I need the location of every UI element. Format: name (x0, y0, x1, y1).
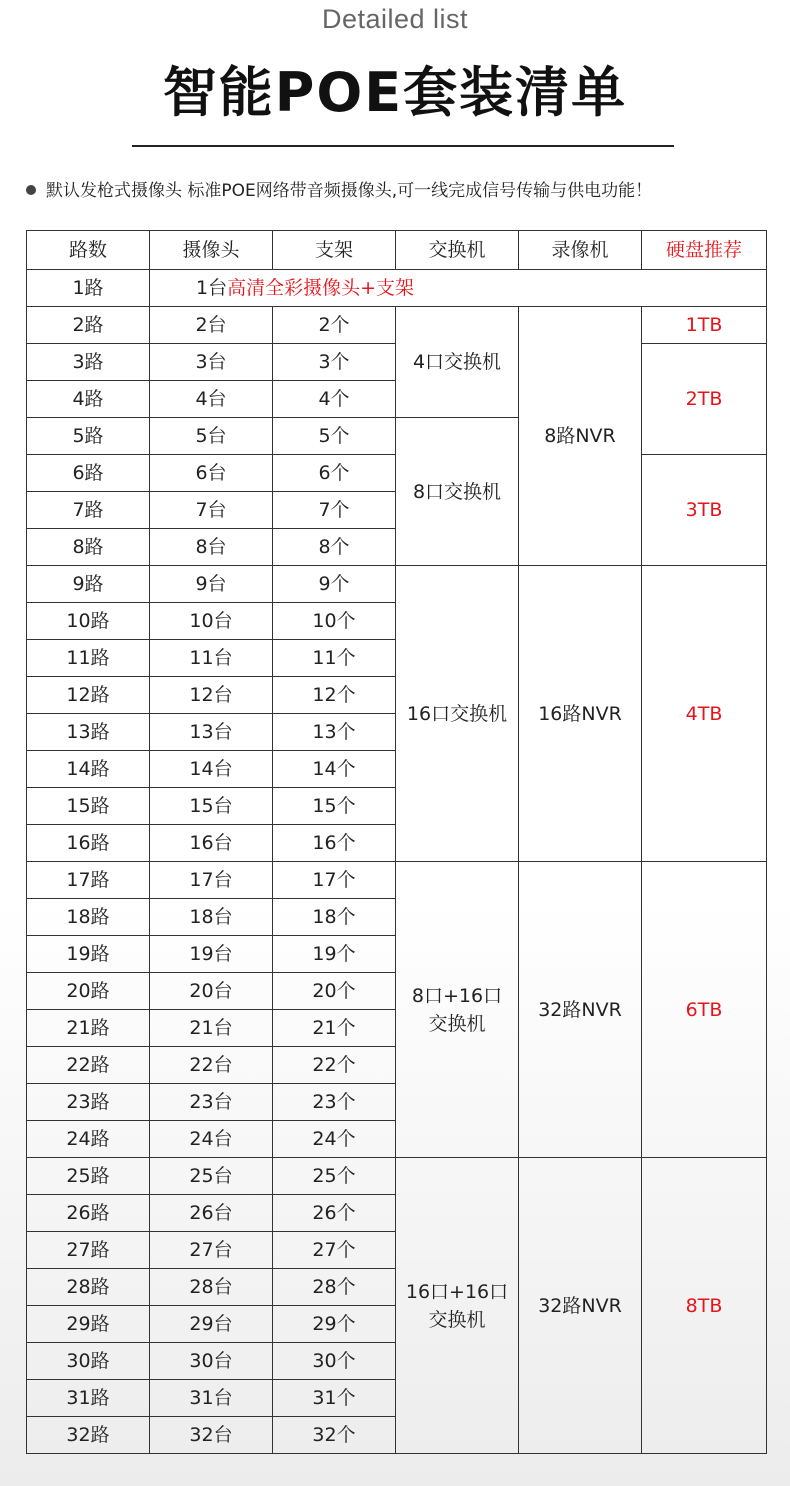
cameras-cell: 29台 (150, 1306, 273, 1343)
table-row (27, 566, 767, 603)
channels-cell: 1路 (27, 270, 150, 307)
brackets-cell: 28个 (273, 1269, 396, 1306)
package-table (26, 230, 767, 1454)
single-channel-highlight: 高清全彩摄像头+支架 (227, 277, 415, 299)
cameras-cell: 13台 (150, 714, 273, 751)
channels-cell: 25路 (27, 1158, 150, 1195)
page-title: 智能POE套装清单 (162, 61, 628, 124)
channels-cell: 22路 (27, 1047, 150, 1084)
switch-label-line2: 交换机 (428, 1308, 486, 1331)
brackets-cell: 32个 (273, 1417, 396, 1454)
brackets-cell: 24个 (273, 1121, 396, 1158)
cameras-cell: 4台 (150, 381, 273, 418)
cameras-cell: 20台 (150, 973, 273, 1010)
brackets-cell: 7个 (273, 492, 396, 529)
switch-label: 8口交换机 (412, 480, 502, 503)
cameras-cell: 18台 (150, 899, 273, 936)
channels-cell: 20路 (27, 973, 150, 1010)
channels-cell: 8路 (27, 529, 150, 566)
switch-cell (396, 307, 519, 418)
header-disk: 硬盘推荐 (642, 231, 767, 270)
cameras-cell: 5台 (150, 418, 273, 455)
cameras-cell: 17台 (150, 862, 273, 899)
subtitle: Detailed list (321, 4, 469, 34)
brackets-cell: 14个 (273, 751, 396, 788)
brackets-cell: 26个 (273, 1195, 396, 1232)
switch-label: 16口交换机 (406, 702, 508, 725)
table-row (27, 1158, 767, 1195)
cameras-cell: 28台 (150, 1269, 273, 1306)
disk-cell: 2TB (642, 344, 767, 455)
cameras-cell: 11台 (150, 640, 273, 677)
header-brackets: 支架 (273, 231, 396, 270)
brackets-cell: 30个 (273, 1343, 396, 1380)
cameras-cell: 25台 (150, 1158, 273, 1195)
header-channels: 路数 (27, 231, 150, 270)
brackets-cell: 18个 (273, 899, 396, 936)
switch-cell (396, 566, 519, 862)
recorder-cell: 32路NVR (519, 862, 642, 1158)
brackets-cell: 9个 (273, 566, 396, 603)
switch-cell (396, 1158, 519, 1454)
brackets-cell: 6个 (273, 455, 396, 492)
channels-cell: 27路 (27, 1232, 150, 1269)
brackets-cell: 2个 (273, 307, 396, 344)
channels-cell: 9路 (27, 566, 150, 603)
header-cameras: 摄像头 (150, 231, 273, 270)
intro-note-text: 默认发枪式摄像头 标准POE网络带音频摄像头,可一线完成信号传输与供电功能！ (46, 181, 653, 201)
brackets-cell: 20个 (273, 973, 396, 1010)
brackets-cell: 5个 (273, 418, 396, 455)
cameras-cell: 15台 (150, 788, 273, 825)
bullet-icon (26, 185, 36, 195)
single-channel-desc (150, 270, 767, 307)
intro-note (26, 176, 652, 201)
cameras-cell: 31台 (150, 1380, 273, 1417)
table-row (27, 307, 767, 344)
brackets-cell: 25个 (273, 1158, 396, 1195)
channels-cell: 3路 (27, 344, 150, 381)
cameras-cell: 22台 (150, 1047, 273, 1084)
recorder-cell: 8路NVR (519, 307, 642, 566)
cameras-cell: 9台 (150, 566, 273, 603)
disk-cell: 8TB (642, 1158, 767, 1454)
single-channel-count: 1台 (196, 277, 228, 299)
channels-cell: 10路 (27, 603, 150, 640)
header-recorder: 录像机 (519, 231, 642, 270)
cameras-cell: 8台 (150, 529, 273, 566)
brackets-cell: 31个 (273, 1380, 396, 1417)
table-row (27, 862, 767, 899)
switch-label: 16口+16口 (405, 1280, 509, 1303)
channels-cell: 23路 (27, 1084, 150, 1121)
channels-cell: 26路 (27, 1195, 150, 1232)
channels-cell: 21路 (27, 1010, 150, 1047)
brackets-cell: 4个 (273, 381, 396, 418)
disk-cell: 1TB (642, 307, 767, 344)
channels-cell: 13路 (27, 714, 150, 751)
channels-cell: 15路 (27, 788, 150, 825)
disk-cell: 6TB (642, 862, 767, 1158)
channels-cell: 16路 (27, 825, 150, 862)
cameras-cell: 2台 (150, 307, 273, 344)
brackets-cell: 10个 (273, 603, 396, 640)
brackets-cell: 23个 (273, 1084, 396, 1121)
table-header-row (27, 231, 767, 270)
channels-cell: 5路 (27, 418, 150, 455)
recorder-cell: 32路NVR (519, 1158, 642, 1454)
cameras-cell: 23台 (150, 1084, 273, 1121)
cameras-cell: 12台 (150, 677, 273, 714)
channels-cell: 7路 (27, 492, 150, 529)
channels-cell: 30路 (27, 1343, 150, 1380)
cameras-cell: 24台 (150, 1121, 273, 1158)
brackets-cell: 27个 (273, 1232, 396, 1269)
cameras-cell: 14台 (150, 751, 273, 788)
channels-cell: 11路 (27, 640, 150, 677)
cameras-cell: 19台 (150, 936, 273, 973)
cameras-cell: 27台 (150, 1232, 273, 1269)
channels-cell: 17路 (27, 862, 150, 899)
cameras-cell: 3台 (150, 344, 273, 381)
channels-cell: 6路 (27, 455, 150, 492)
channels-cell: 4路 (27, 381, 150, 418)
channels-cell: 2路 (27, 307, 150, 344)
brackets-cell: 3个 (273, 344, 396, 381)
recorder-cell: 16路NVR (519, 566, 642, 862)
header-switch: 交换机 (396, 231, 519, 270)
channels-cell: 14路 (27, 751, 150, 788)
brackets-cell: 8个 (273, 529, 396, 566)
channels-cell: 18路 (27, 899, 150, 936)
brackets-cell: 17个 (273, 862, 396, 899)
channels-cell: 24路 (27, 1121, 150, 1158)
channels-cell: 28路 (27, 1269, 150, 1306)
channels-cell: 31路 (27, 1380, 150, 1417)
brackets-cell: 29个 (273, 1306, 396, 1343)
brackets-cell: 12个 (273, 677, 396, 714)
channels-cell: 29路 (27, 1306, 150, 1343)
channels-cell: 19路 (27, 936, 150, 973)
channels-cell: 12路 (27, 677, 150, 714)
switch-label-line2: 交换机 (428, 1012, 486, 1035)
switch-cell (396, 862, 519, 1158)
cameras-cell: 10台 (150, 603, 273, 640)
cameras-cell: 21台 (150, 1010, 273, 1047)
switch-cell (396, 418, 519, 566)
cameras-cell: 16台 (150, 825, 273, 862)
switch-label: 4口交换机 (412, 351, 502, 373)
brackets-cell: 13个 (273, 714, 396, 751)
brackets-cell: 16个 (273, 825, 396, 862)
table-row (27, 270, 767, 307)
brackets-cell: 21个 (273, 1010, 396, 1047)
cameras-cell: 30台 (150, 1343, 273, 1380)
cameras-cell: 32台 (150, 1417, 273, 1454)
switch-label: 8口+16口 (411, 984, 503, 1007)
cameras-cell: 6台 (150, 455, 273, 492)
title-divider (132, 145, 674, 147)
disk-cell: 4TB (642, 566, 767, 862)
brackets-cell: 15个 (273, 788, 396, 825)
brackets-cell: 22个 (273, 1047, 396, 1084)
cameras-cell: 7台 (150, 492, 273, 529)
brackets-cell: 19个 (273, 936, 396, 973)
cameras-cell: 26台 (150, 1195, 273, 1232)
channels-cell: 32路 (27, 1417, 150, 1454)
brackets-cell: 11个 (273, 640, 396, 677)
disk-cell: 3TB (642, 455, 767, 566)
